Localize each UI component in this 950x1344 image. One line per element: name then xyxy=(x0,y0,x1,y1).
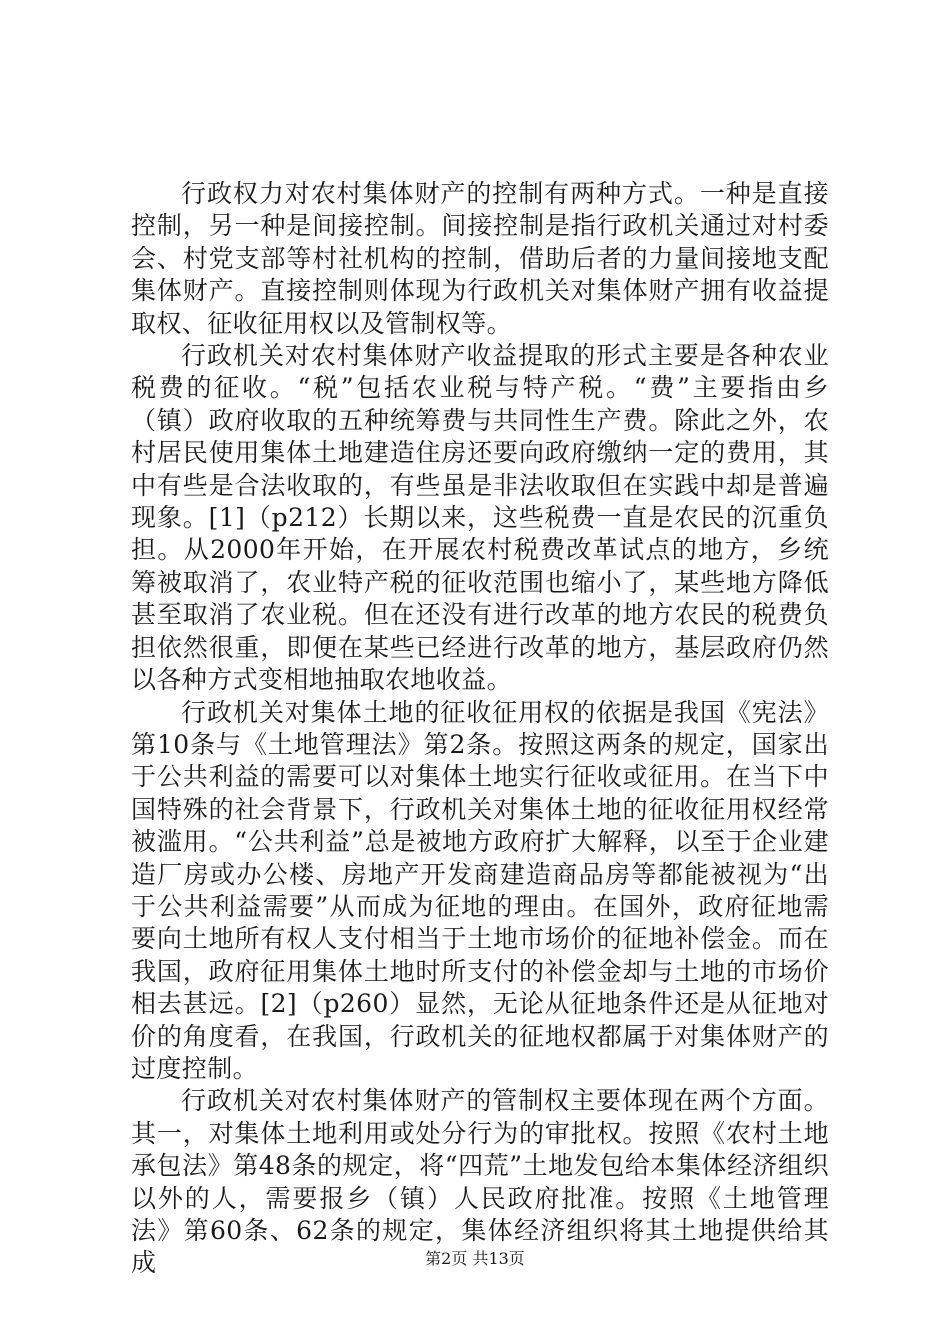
document-body xyxy=(131,178,829,1280)
paragraph-3: 行政机关对集体土地的征收征用权的依据是我国《宪法》第10条与《土地管理法》第2条。按照这两条的规定，国家出于公共利益的需要可以对集体土地实行征收或征用。在当下中国特殊的社会背景下，行政机关对集体土地的征收征用权经常被滥用。“公共利益”总是被地方政府扩大解释，以至于企业建造厂房或办公楼、房地产开发商建造商品房等都能被视为“出于公共利益需要”从而成为征地的理由。在国外，政府征地需要向土地所有权人支付相当于土地市场价的征地补偿金。而在我国，政府征用集体土地时所支付的补偿金却与土地的市场价相去甚远。[2]（p260）显然，无论从征地条件还是从征地对价的角度看，在我国，行政机关的征地权都属于对集体财产的过度控制。 xyxy=(131,697,829,1083)
paragraph-4: 行政机关对农村集体财产的管制权主要体现在两个方面。其一，对集体土地利用或处分行为的审批权。按照《农村土地承包法》第48条的规定，将“四荒”土地发包给本集体经济组织以外的人，需要报乡（镇）人民政府批准。按照《土地管理法》第60条、62条的规定，集体经济组织将其土地提供给其成 xyxy=(131,1086,829,1278)
paragraph-1: 行政权力对农村集体财产的控制有两种方式。一种是直接控制，另一种是间接控制。间接控制是指行政机关通过对村委会、村党支部等村社机构的控制，借助后者的力量间接地支配集体财产。直接控制则体现为行政机关对集体财产拥有收益提取权、征收征用权以及管制权等。 xyxy=(131,179,829,338)
page-footer: 第2页 共13页 xyxy=(425,1249,525,1268)
paragraph-2: 行政机关对农村集体财产收益提取的形式主要是各种农业税费的征收。“税”包括农业税与特产税。“费”主要指由乡（镇）政府收取的五种统筹费与共同性生产费。除此之外，农村居民使用集体土地建造住房还要向政府缴纳一定的费用，其中有些是合法收取的，有些虽是非法收取但在实践中却是普遍现象。[1]（p212）长期以来，这些税费一直是农民的沉重负担。从2000年开始，在开展农村税费改革试点的地方，乡统筹被取消了，农业特产税的征收范围也缩小了，某些地方降低甚至取消了农业税。但在还没有进行改革的地方农民的税费负担依然很重，即便在某些已经进行改革的地方，基层政府仍然以各种方式变相地抽取农地收益。 xyxy=(131,341,829,695)
